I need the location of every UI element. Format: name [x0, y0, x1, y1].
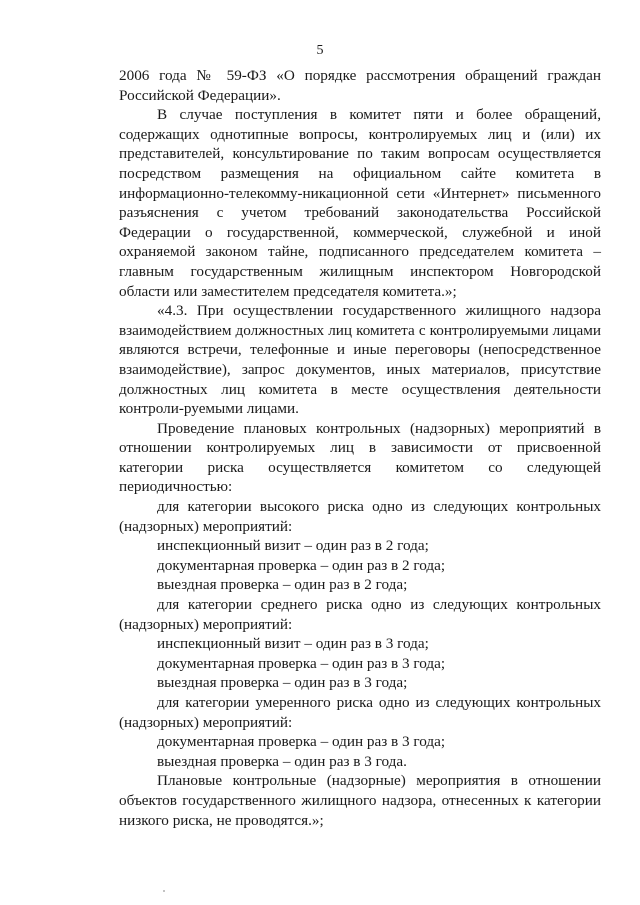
paragraph-moderate-risk-category: для категории умеренного риска одно из следующих контрольных (надзорных) мероприятий: — [119, 694, 601, 731]
list-item-high-risk-field-check: выездная проверка – один раз в 2 года; — [157, 576, 408, 594]
document-body — [119, 66, 601, 830]
paragraph-low-risk-no-inspections: Плановые контрольные (надзорные) мероприятия в отношении объектов государственного жилищного надзора, отнесенных к категории низкого риска, не проводятся.»; — [119, 772, 601, 829]
list-item-high-risk-documentary-check: документарная проверка – один раз в 2 года; — [157, 556, 446, 574]
scan-speck — [163, 890, 165, 892]
list-item-medium-risk-documentary-check: документарная проверка – один раз в 3 года; — [157, 654, 446, 672]
paragraph-law-reference-continuation: 2006 года № 59-ФЗ «О порядке рассмотрения обращений граждан Российской Федерации». — [119, 67, 601, 104]
paragraph-consultation-by-written-clarification: В случае поступления в комитет пяти и более обращений, содержащих однотипные вопросы, контролируемых лиц и (или) их представителей, консультирование по таким вопросам осуществляется посредством размещения на официальном сайте комитета в информационно-телекомму-никационной сети «Интернет» письменного разъяснения с учетом требований законодательства Российской Федерации о государственной, коммерческой, служебной и иной охраняемой законом тайне, подписанного председателем комитета – главным государственным жилищным инспектором Новгородской области или заместителем председателя комитета.»; — [119, 106, 601, 300]
paragraph-planned-inspections-periodicity: Проведение плановых контрольных (надзорных) мероприятий в отношении контролируемых лиц в зависимости от присвоенной категории риска осуществляется комитетом со следующей периодичностью: — [119, 419, 601, 496]
list-item-moderate-risk-documentary-check: документарная проверка – один раз в 3 года; — [157, 733, 446, 751]
paragraph-medium-risk-category: для категории среднего риска одно из следующих контрольных (надзорных) мероприятий: — [119, 596, 601, 633]
paragraph-high-risk-category: для категории высокого риска одно из следующих контрольных (надзорных) мероприятий: — [119, 498, 601, 535]
list-item-high-risk-inspection-visit: инспекционный визит – один раз в 2 года; — [157, 537, 429, 555]
list-item-moderate-risk-field-check: выездная проверка – один раз в 3 года. — [157, 752, 407, 770]
list-item-medium-risk-field-check: выездная проверка – один раз в 3 года; — [157, 674, 408, 692]
page-number: 5 — [316, 43, 324, 58]
paragraph-clause-4-3: «4.3. При осуществлении государственного жилищного надзора взаимодействием должностных лиц комитета с контролируемыми лицами являются встречи, телефонные и иные переговоры (непосредственное взаимодействие), запрос документов, иных материалов, присутствие должностных лиц комитета в месте осуществления деятельности контроли-руемыми лицами. — [119, 302, 601, 418]
list-item-medium-risk-inspection-visit: инспекционный визит – один раз в 3 года; — [157, 635, 429, 653]
